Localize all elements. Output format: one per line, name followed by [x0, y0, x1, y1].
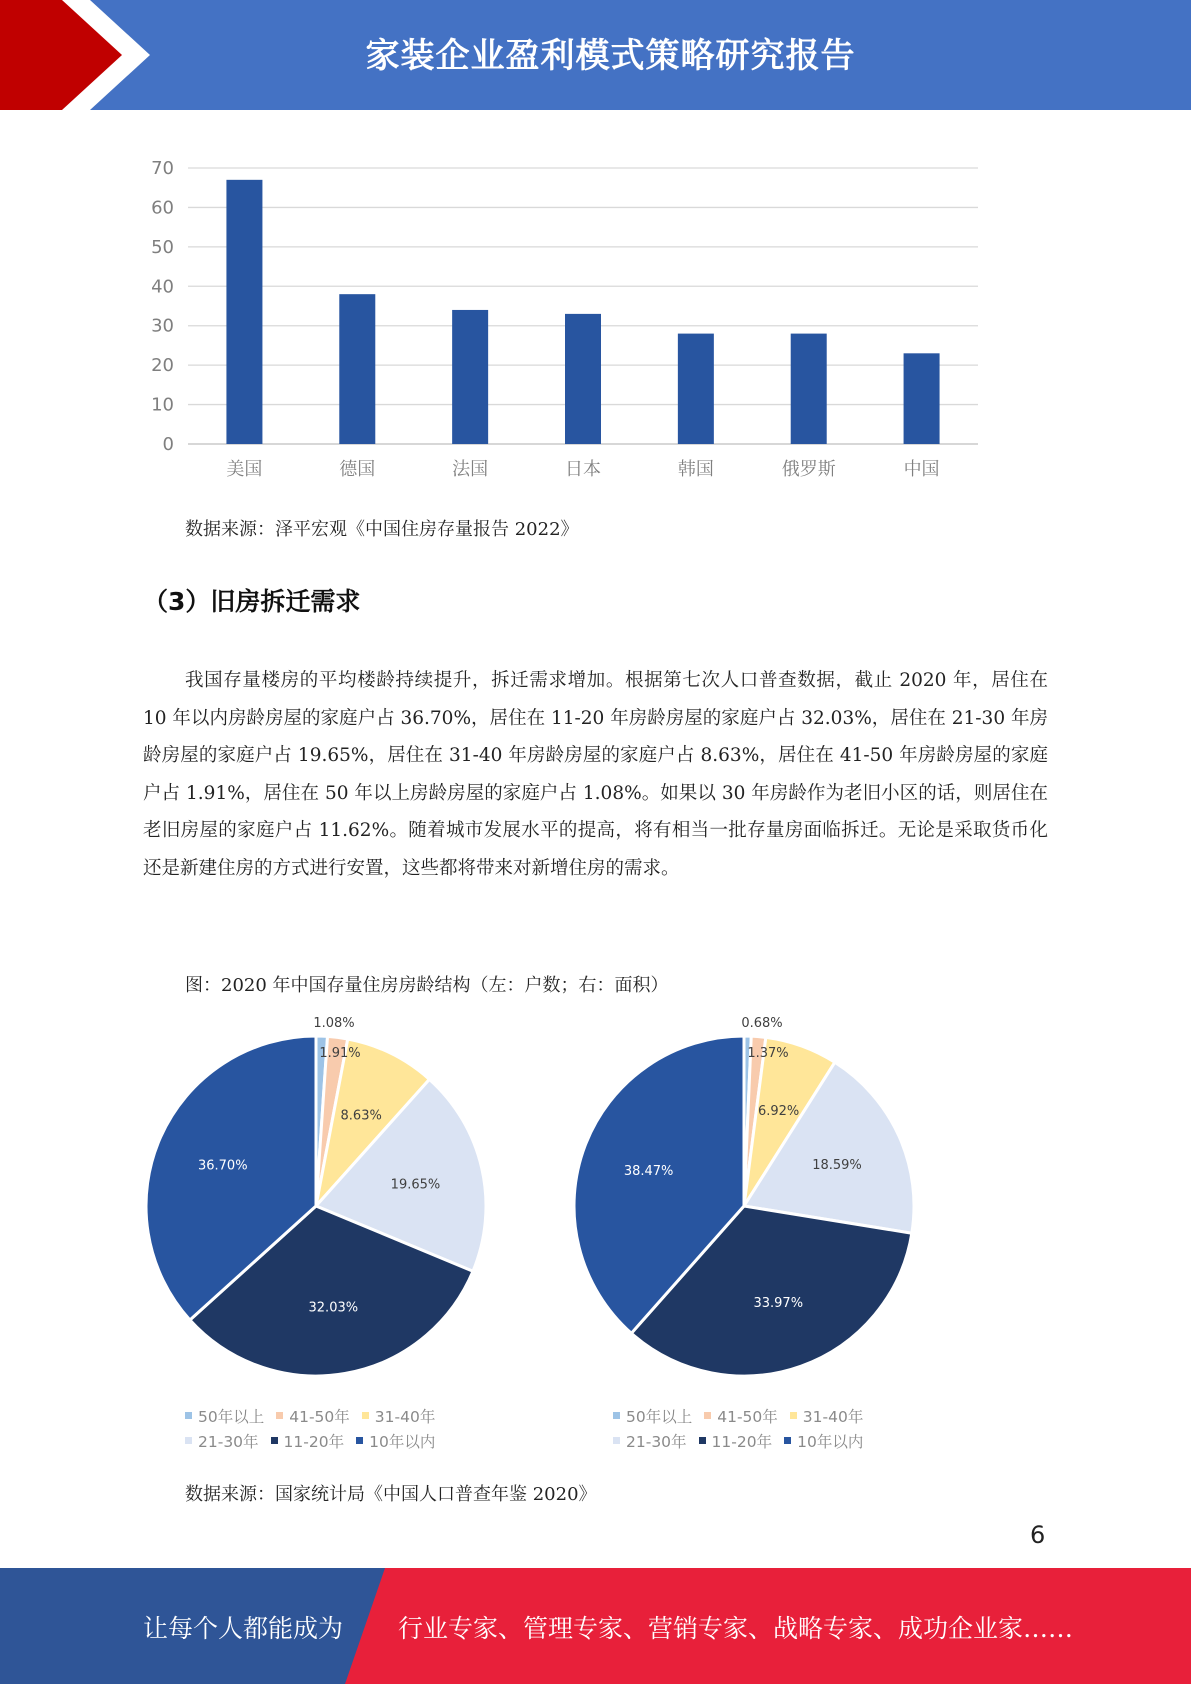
pie-label-3: 19.65% — [390, 1177, 441, 1193]
legend-row — [613, 1403, 863, 1428]
legend-swatch — [699, 1437, 706, 1444]
pie-label-4: 33.97% — [753, 1296, 804, 1312]
y-tick-label: 40 — [151, 276, 174, 298]
legend-label: 11-20年 — [283, 1432, 345, 1451]
legend-swatch — [784, 1437, 791, 1444]
y-tick-label: 60 — [151, 197, 174, 219]
legend-swatch — [276, 1412, 283, 1419]
legend-item — [362, 1405, 436, 1427]
legend-swatch — [356, 1437, 363, 1444]
bar-chart — [140, 150, 1000, 490]
legend-swatch — [704, 1412, 711, 1419]
x-tick-label: 韩国 — [677, 459, 714, 480]
y-tick-label: 30 — [151, 315, 174, 337]
legend-item — [704, 1405, 778, 1427]
y-tick-label: 0 — [162, 434, 174, 455]
legend-item — [276, 1405, 350, 1427]
legend-label: 11-20年 — [711, 1432, 773, 1451]
legend-label: 50年以上 — [626, 1407, 693, 1426]
legend-item — [185, 1405, 264, 1427]
y-tick-label: 10 — [151, 394, 174, 416]
legend-label: 10年以内 — [797, 1432, 864, 1451]
footer-slogan-left: 让每个人都能成为 — [143, 1614, 344, 1643]
bar-2 — [452, 310, 488, 444]
legend-item — [784, 1430, 863, 1452]
page-footer — [0, 1568, 1191, 1684]
bar-chart-source: 数据来源：泽平宏观《中国住房存量报告 2022》 — [185, 519, 579, 540]
pie-label-0: 0.68% — [741, 1016, 783, 1031]
pie-label-3: 18.59% — [812, 1158, 862, 1174]
section-heading: （3）旧房拆迁需求 — [143, 587, 361, 616]
x-tick-label: 法国 — [452, 459, 489, 480]
legend-label: 41-50年 — [289, 1407, 350, 1426]
legend-row — [613, 1428, 863, 1453]
legend-item — [185, 1430, 259, 1452]
pie-chart-area — [568, 1010, 928, 1380]
pie-chart-households — [140, 1010, 500, 1380]
legend-item — [790, 1405, 864, 1427]
legend-label: 41-50年 — [717, 1407, 778, 1426]
x-tick-label: 美国 — [226, 459, 263, 480]
pie-label-2: 6.92% — [757, 1104, 800, 1120]
footer-slogan-right: 行业专家、管理专家、营销专家、战略专家、成功企业家…… — [398, 1614, 1074, 1643]
x-tick-label: 德国 — [339, 459, 376, 480]
legend-swatch — [271, 1437, 278, 1444]
bar-3 — [565, 314, 601, 444]
legend-row — [185, 1428, 435, 1453]
legend-item — [356, 1430, 435, 1452]
y-tick-label: 70 — [151, 158, 174, 179]
legend-item — [613, 1405, 692, 1427]
legend-row — [185, 1403, 435, 1428]
pie-label-5: 38.47% — [623, 1163, 674, 1179]
legend-label: 50年以上 — [198, 1407, 265, 1426]
legend-swatch — [185, 1412, 192, 1419]
pie-label-5: 36.70% — [197, 1158, 248, 1174]
legend-swatch — [790, 1412, 797, 1419]
legend-label: 10年以内 — [369, 1432, 436, 1451]
legend-swatch — [613, 1437, 620, 1444]
bar-4 — [678, 334, 714, 444]
pie-label-4: 32.03% — [308, 1300, 359, 1316]
pie-label-0: 1.08% — [313, 1016, 355, 1031]
legend-swatch — [362, 1412, 369, 1419]
page-number: 6 — [1030, 1521, 1046, 1549]
legend-item — [271, 1430, 345, 1452]
pie-label-2: 8.63% — [340, 1108, 382, 1124]
legend-swatch — [185, 1437, 192, 1444]
bar-6 — [904, 353, 940, 444]
pie-legend-households — [185, 1403, 435, 1453]
legend-label: 31-40年 — [374, 1407, 436, 1426]
pie-label-1: 1.91% — [319, 1046, 361, 1061]
legend-label: 21-30年 — [626, 1432, 687, 1451]
x-tick-label: 俄罗斯 — [781, 459, 836, 480]
pie-legend-area — [613, 1403, 863, 1453]
legend-label: 21-30年 — [198, 1432, 259, 1451]
x-tick-label: 中国 — [903, 459, 940, 480]
bar-5 — [791, 334, 827, 444]
figure-caption: 图：2020 年中国存量住房房龄结构（左：户数；右：面积） — [185, 975, 669, 996]
y-tick-label: 50 — [151, 236, 174, 258]
legend-swatch — [613, 1412, 620, 1419]
bar-1 — [339, 294, 375, 444]
x-tick-label: 日本 — [565, 459, 601, 480]
pie-chart-source: 数据来源：国家统计局《中国人口普查年鉴 2020》 — [185, 1484, 597, 1505]
legend-item — [699, 1430, 773, 1452]
document-title: 家装企业盈利模式策略研究报告 — [365, 36, 856, 76]
bar-0 — [226, 180, 262, 444]
y-tick-label: 20 — [151, 355, 174, 377]
legend-item — [613, 1430, 687, 1452]
legend-label: 31-40年 — [802, 1407, 864, 1426]
body-paragraph: 我国存量楼房的平均楼龄持续提升，拆迁需求增加。根据第七次人口普查数据，截止 2020 年，居住在 10 年以内房龄房屋的家庭户占 36.70%，居住在 11-20 年房龄房屋的家庭户占 32.03%，居住在 21-30 年房龄房屋的家庭户占 19.65%，居住在 31-40 年房龄房屋的家庭户占 8.63%，居住在 41-50 年房龄房屋的家庭户占 1.91%，居住在 50 年以上房龄房屋的家庭户占 1.08%。如果以 30 年房龄作为老旧小区的话，则居住在老旧房屋的家庭户占 11.62%。随着城市发展水平的提高，将有相当一批存量房面临拆迁。无论是采取货币化还是新建住房的方式进行安置，这些都将带来对新增住房的需求。 — [143, 670, 1048, 879]
page-header — [0, 0, 1191, 110]
pie-label-1: 1.37% — [747, 1046, 789, 1061]
